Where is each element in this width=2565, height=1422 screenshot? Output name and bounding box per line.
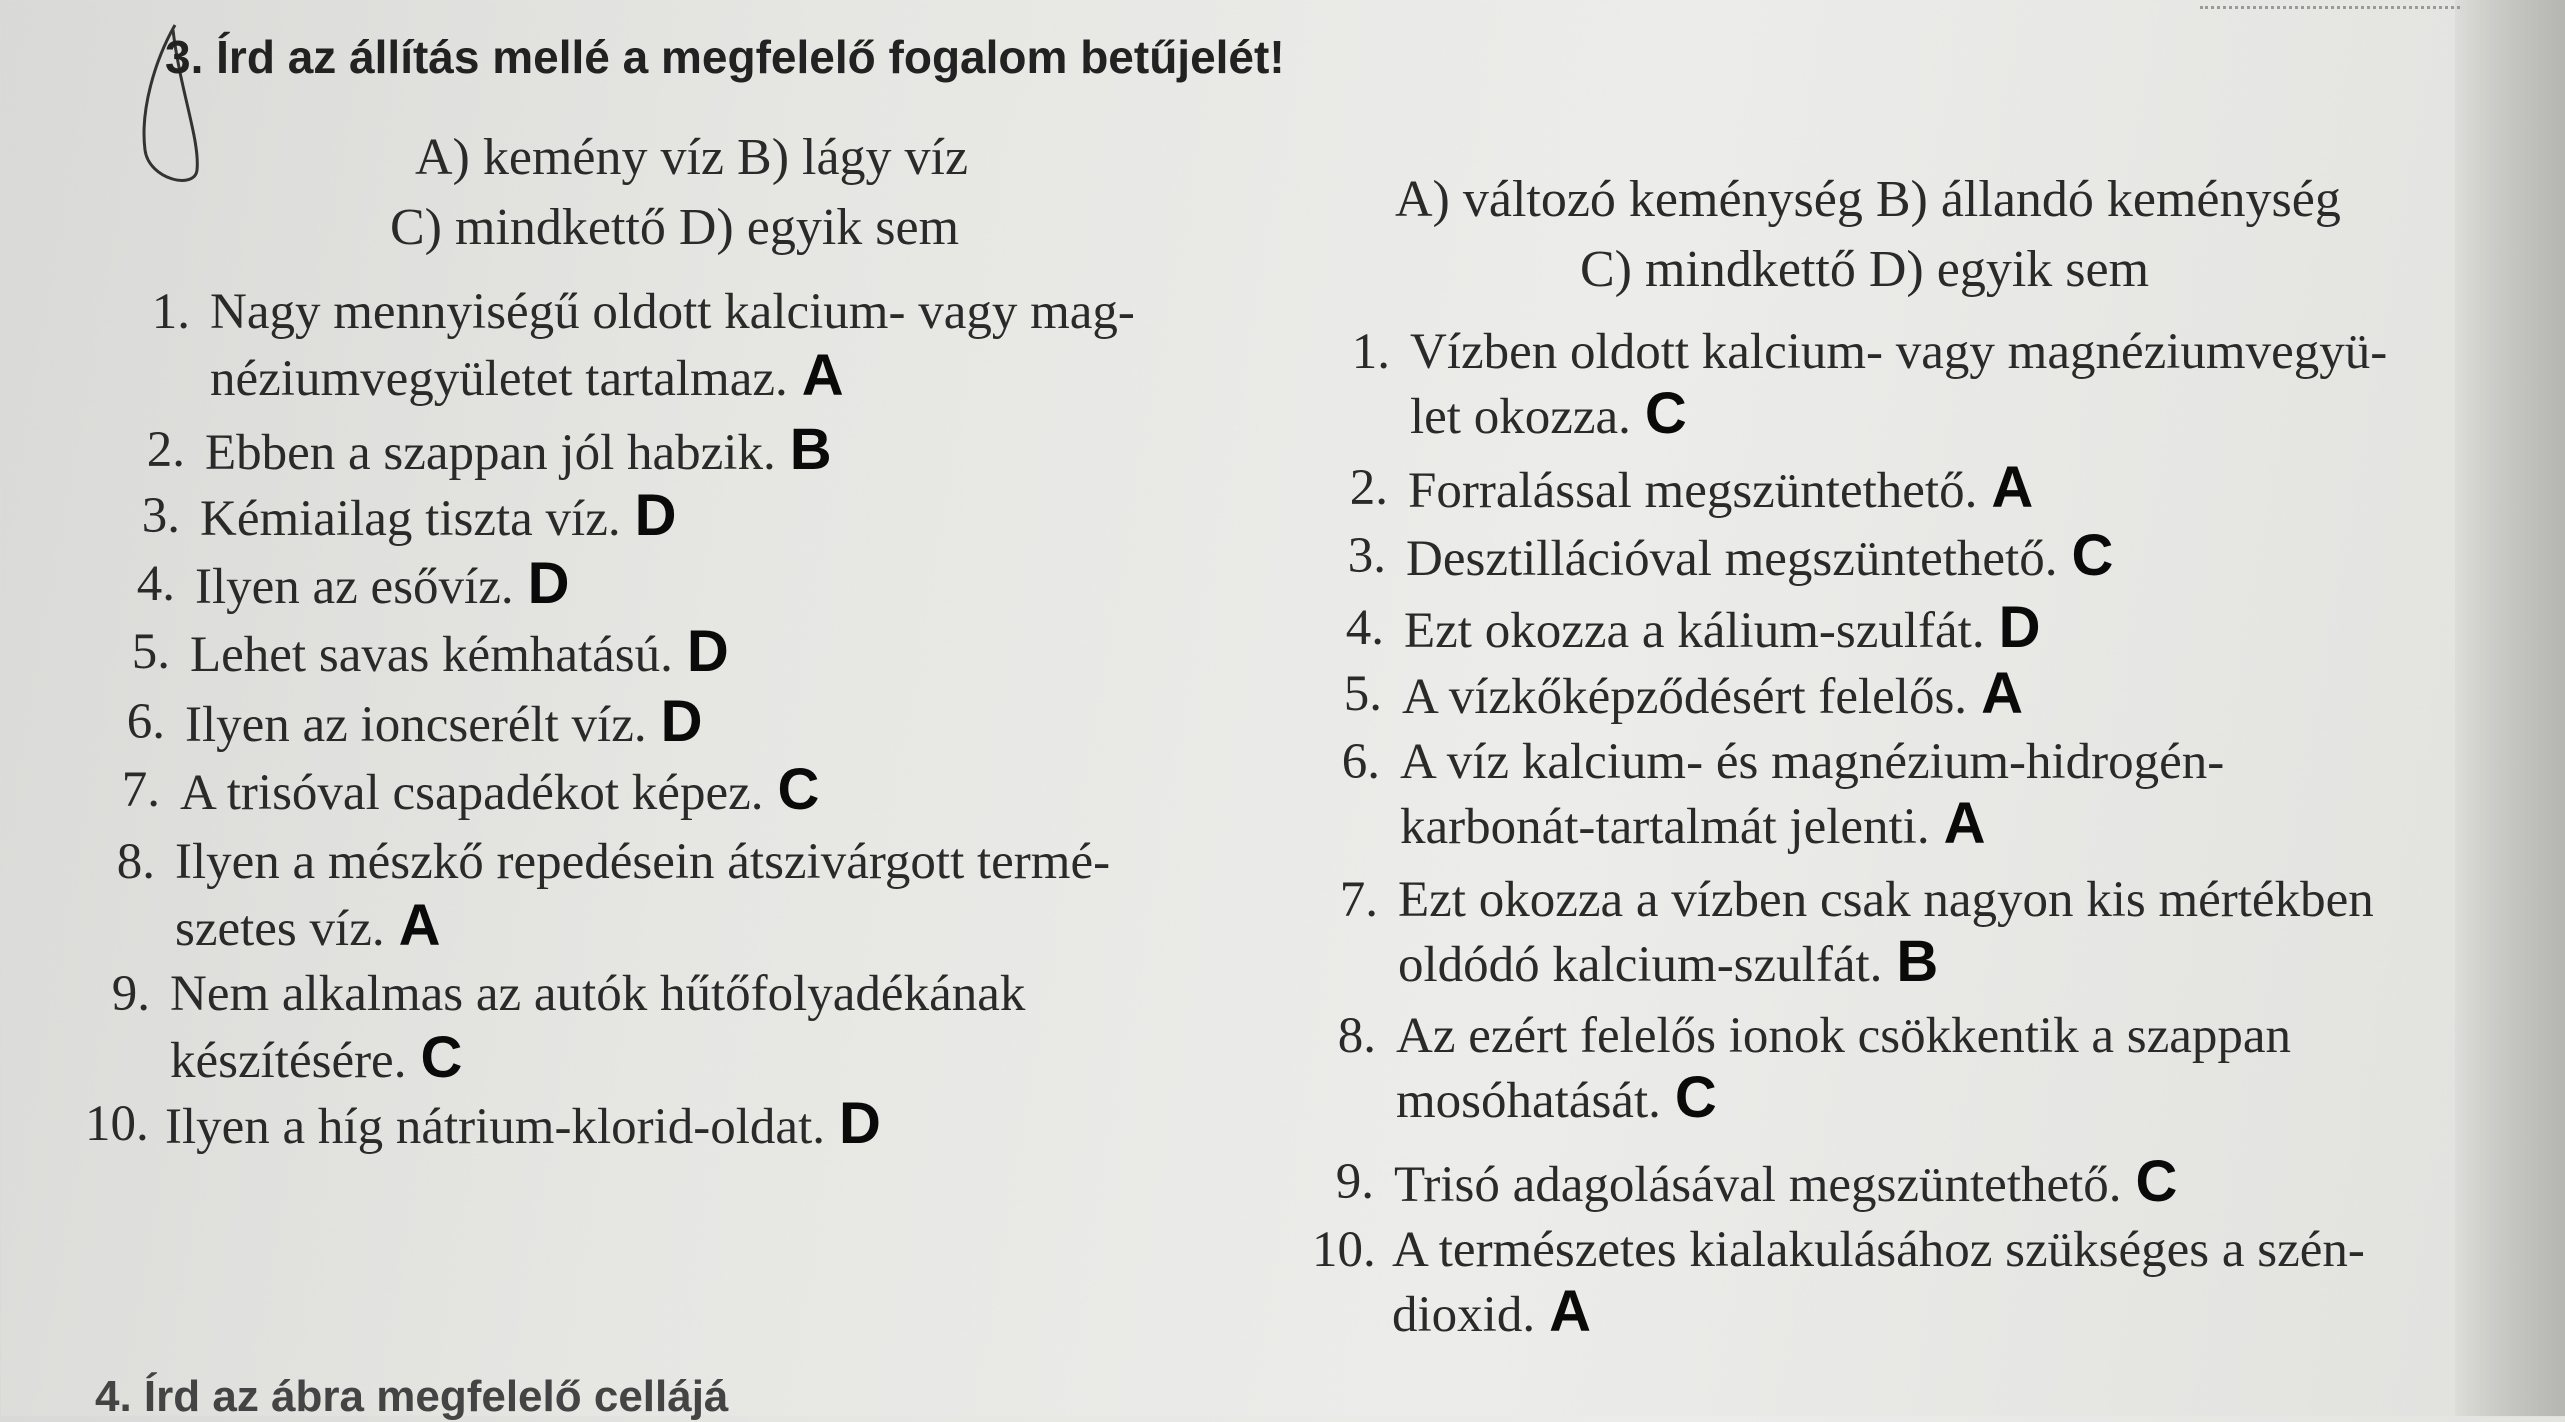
statement-text: szetes víz. A — [175, 893, 441, 958]
statement-text: let okozza. C — [1410, 381, 1687, 446]
answer-letter: C — [777, 757, 820, 822]
answer-letter: D — [839, 1091, 881, 1156]
answer-letter: C — [420, 1025, 463, 1090]
answer-letter: A — [1943, 791, 1986, 856]
statement-text: Vízben oldott kalcium- vagy magnéziumvegyü- — [1410, 324, 2388, 380]
statement-text: Ilyen az ioncserélt víz. D — [185, 689, 703, 754]
next-task-title: 4. Írd az ábra megfelelő cellájá — [95, 1372, 729, 1421]
answer-letter: A — [1981, 661, 2023, 726]
statement-text: Lehet savas kémhatású. D — [190, 619, 729, 684]
answer-letter: A — [801, 343, 844, 408]
statement-number: 8. — [116, 834, 155, 890]
statement-text: karbonát-tartalmát jelenti. A — [1400, 791, 1986, 856]
statement-text: dioxid. A — [1392, 1279, 1591, 1344]
statement-number: 7. — [121, 762, 160, 818]
statement-text: Az ezért felelős ionok csökkentik a szappan — [1396, 1008, 2291, 1064]
statement-text: Ebben a szappan jól habzik. B — [205, 417, 832, 482]
statement-text: Ilyen az esővíz. D — [195, 551, 570, 616]
answer-letter: C — [1674, 1065, 1717, 1130]
statement-number: 3. — [141, 488, 180, 544]
answer-letter: A — [1549, 1279, 1591, 1344]
statement-text: Ezt okozza a vízben csak nagyon kis mértékben — [1398, 872, 2374, 928]
answer-letter: B — [1896, 929, 1939, 994]
statement-text: A víz kalcium- és magnézium-hidrogén- — [1400, 734, 2225, 790]
statement-text: készítésére. C — [170, 1025, 463, 1090]
left-legend-row1: A) kemény víz B) lágy víz — [415, 129, 969, 186]
statement-number: 9. — [111, 966, 150, 1022]
statement-number: 2. — [1349, 460, 1388, 516]
statement-text: Ezt okozza a kálium-szulfát. D — [1404, 595, 2041, 660]
answer-letter: A — [398, 893, 441, 958]
statement-number: 6. — [126, 694, 165, 750]
statement-number: 9. — [1335, 1154, 1374, 1210]
page-edge — [2455, 0, 2565, 1416]
statement-number: 2. — [146, 422, 185, 478]
left-legend-row2: C) mindkettő D) egyik sem — [390, 199, 960, 256]
statement-text: A vízkőképződésért felelős. A — [1402, 661, 2023, 726]
answer-letter: C — [2071, 523, 2114, 588]
statement-number: 3. — [1347, 528, 1386, 584]
right-legend-row1: A) változó keménység B) állandó keménység — [1395, 171, 2341, 228]
statement-number: 5. — [131, 624, 170, 680]
statement-number: 1. — [1351, 324, 1390, 380]
statement-number: 10. — [1312, 1222, 1376, 1278]
statement-text: mosóhatását. C — [1396, 1065, 1717, 1130]
statement-text: oldódó kalcium-szulfát. B — [1398, 929, 1939, 994]
statement-text: A trisóval csapadékot képez. C — [180, 757, 820, 822]
answer-letter: B — [789, 417, 832, 482]
statement-text: A természetes kialakulásához szükséges a szén- — [1392, 1222, 2365, 1278]
statement-text: Nagy mennyiségű oldott kalcium- vagy mag- — [210, 284, 1135, 340]
statement-text: Kémiailag tiszta víz. D — [200, 483, 677, 548]
statement-number: 7. — [1339, 872, 1378, 928]
statement-number: 6. — [1341, 734, 1380, 790]
statement-text: Ilyen a mészkő repedésein átszivárgott termé- — [175, 834, 1111, 890]
statement-number: 5. — [1343, 666, 1382, 722]
statement-text: Desztillációval megszüntethető. C — [1406, 523, 2114, 588]
statement-text: Forralással megszüntethető. A — [1408, 455, 2034, 520]
answer-letter: D — [634, 483, 677, 548]
answer-letter: D — [527, 551, 570, 616]
statement-text: néziumvegyületet tartalmaz. A — [210, 343, 844, 408]
answer-letter: A — [1991, 455, 2034, 520]
statement-number: 4. — [1345, 600, 1384, 656]
statement-number: 4. — [136, 556, 175, 612]
statement-text: Ilyen a híg nátrium-klorid-oldat. D — [165, 1091, 881, 1156]
statement-text: Trisó adagolásával megszüntethető. C — [1394, 1149, 2178, 1214]
dotted-line — [2200, 6, 2460, 9]
statement-number: 10. — [85, 1096, 149, 1152]
answer-letter: C — [1644, 381, 1687, 446]
statement-number: 8. — [1337, 1008, 1376, 1064]
answer-letter: C — [2135, 1149, 2178, 1214]
task-title: 3. Írd az állítás mellé a megfelelő fogalom betűjelét! — [165, 31, 1285, 83]
right-legend-row2: C) mindkettő D) egyik sem — [1580, 241, 2150, 298]
statement-number: 1. — [151, 284, 190, 340]
answer-letter: D — [660, 689, 703, 754]
answer-letter: D — [686, 619, 729, 684]
answer-letter: D — [1998, 595, 2041, 660]
statement-text: Nem alkalmas az autók hűtőfolyadékának — [170, 966, 1026, 1022]
